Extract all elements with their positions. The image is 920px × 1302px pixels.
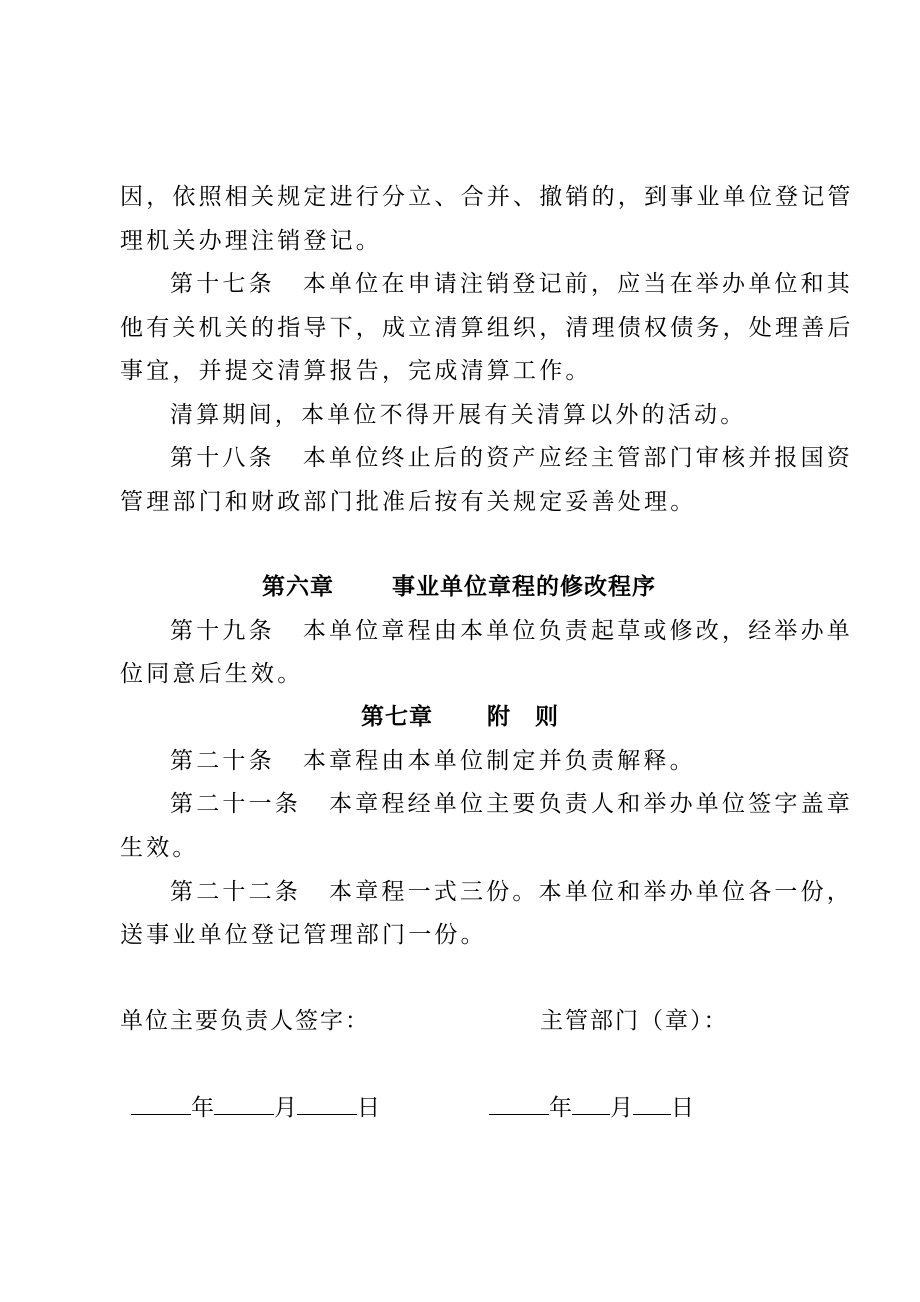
article-number: 第二十条 [170,748,275,774]
supervising-dept-seal-label: 主管部门（章）： [540,1008,729,1034]
article-number: 第十九条 [170,618,275,644]
article-20 [170,746,810,776]
article-text: 本章程由本单位制定并负责解释。 [302,748,696,774]
year-blank[interactable] [489,1092,549,1115]
chapter-number: 第六章 [262,574,334,600]
signature-date-right [489,1092,694,1123]
day-blank[interactable] [297,1092,357,1115]
chapter-title: 事业单位章程的修改程序 [392,574,656,600]
paragraph-line: 管理部门和财政部门批准后按有关规定妥善处理。 [120,489,697,515]
chapter-title: 附 则 [487,704,559,730]
chapter-number: 第七章 [361,704,433,730]
year-label: 年 [549,1095,572,1121]
paragraph-line: 事宜，并提交清算报告，完成清算工作。 [120,358,592,384]
article-21 [170,789,853,819]
article-text: 本单位终止后的资产应经主管部门审核并报国资 [302,445,854,471]
paragraph-line: 生效。 [120,835,199,861]
article-text: 本单位章程由本单位负责起草或修改，经举办单 [302,618,854,644]
month-label: 月 [610,1095,633,1121]
unit-head-signature-label: 单位主要负责人签字： [120,1008,370,1034]
paragraph-line: 清算期间，本单位不得开展有关清算以外的活动。 [170,402,747,428]
article-17 [170,269,854,299]
chapter-7-heading [361,702,559,732]
article-number: 第十八条 [170,445,275,471]
article-text: 本单位在申请注销登记前，应当在举办单位和其 [302,271,854,297]
article-text: 本章程经单位主要负责人和举办单位签字盖章 [329,791,853,817]
month-blank[interactable] [214,1092,274,1115]
signature-date-left [131,1092,380,1123]
article-number: 第十七条 [170,271,275,297]
day-blank[interactable] [633,1092,671,1115]
paragraph-line: 他有关机关的指导下，成立清算组织，清理债权债务，处理善后 [120,315,854,341]
paragraph-line: 位同意后生效。 [120,661,304,687]
day-label: 日 [357,1095,380,1121]
article-number: 第二十二条 [170,879,301,905]
article-text: 本章程一式三份。本单位和举办单位各一份， [329,879,853,905]
year-blank[interactable] [131,1092,191,1115]
month-blank[interactable] [572,1092,610,1115]
chapter-6-heading [262,572,656,602]
paragraph-line: 送事业单位登记管理部门一份。 [120,922,487,948]
article-19 [170,616,854,646]
month-label: 月 [274,1095,297,1121]
paragraph-line: 理机关办理注销登记。 [120,228,382,254]
day-label: 日 [671,1095,694,1121]
article-number: 第二十一条 [170,791,301,817]
year-label: 年 [191,1095,214,1121]
paragraph-line: 因，依照相关规定进行分立、合并、撤销的，到事业单位登记管 [120,184,854,210]
article-18 [170,443,854,473]
article-22 [170,877,853,907]
